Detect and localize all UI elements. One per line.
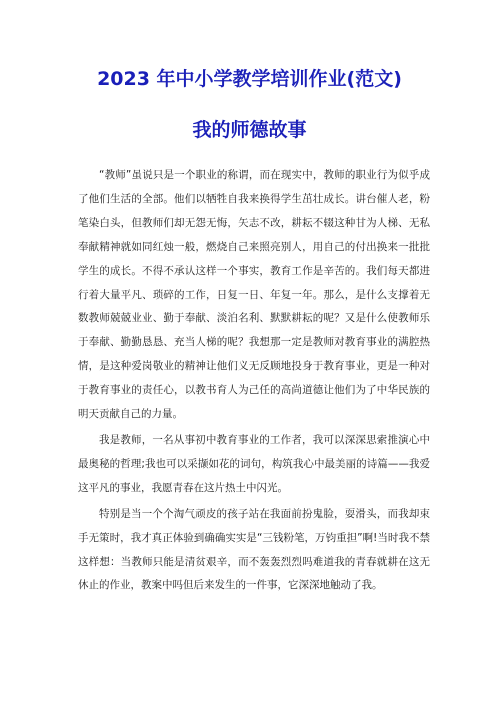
document-subtitle: 我的师德故事 <box>192 119 307 141</box>
paragraph-2: 我是教师，一名从事初中教育事业的工作者，我可以深深思索推演心中最奥秘的哲理;我也可以采撷如花的词句，构筑我心中最美丽的诗篇——我爱这平凡的事业，我愿青春在这片热土中闪光。 <box>78 433 430 494</box>
paragraph-1: “教师”虽说只是一个职业的称谓，而在现实中，教师的职业行为似乎成了他们生活的全部。他们以牺牲自我来换得学生茁壮成长。讲台催人老，粉笔染白头，但教师们却无怨无悔，矢志不改，耕耘不辍这种甘为人梯、无私奉献精神就如同红烛一般，燃烧自己来照亮别人，用自己的付出换来一批批学生的成长。不得不承认这样一个事实，教育工作是辛苦的。我们每天都进行着大量平凡、琐碎的工作，日复一日、年复一年。那么，是什么支撑着无数教师兢兢业业、勤于奉献、淡泊名利、默默耕耘的呢？又是什么使教师乐于奉献、勤勤恳恳、充当人梯的呢？我想那一定是教师对教育事业的满腔热情，是这种爱岗敬业的精神让他们义无反顾地投身于教育事业，更是一种对于教育事业的责任心，以教书育人为己任的高尚道德让他们为了中华民族的明天贡献自己的力量。 <box>78 169 430 421</box>
document-body <box>78 164 430 598</box>
document-title: 2023 年中小学教学培训作业(范文) <box>97 68 402 90</box>
paragraph-3: 特别是当一个个淘气顽皮的孩子站在我面前扮鬼脸，耍滑头，而我却束手无策时，我才真正体验到确确实实是“三钱粉笔，万钧重担”啊!当时我不禁这样想：当教师只能是清贫艰辛，而不轰轰烈烈吗难道我的青春就耕在这无休止的作业，教案中吗但后来发生的一件事，它深深地触动了我。 <box>78 507 430 592</box>
